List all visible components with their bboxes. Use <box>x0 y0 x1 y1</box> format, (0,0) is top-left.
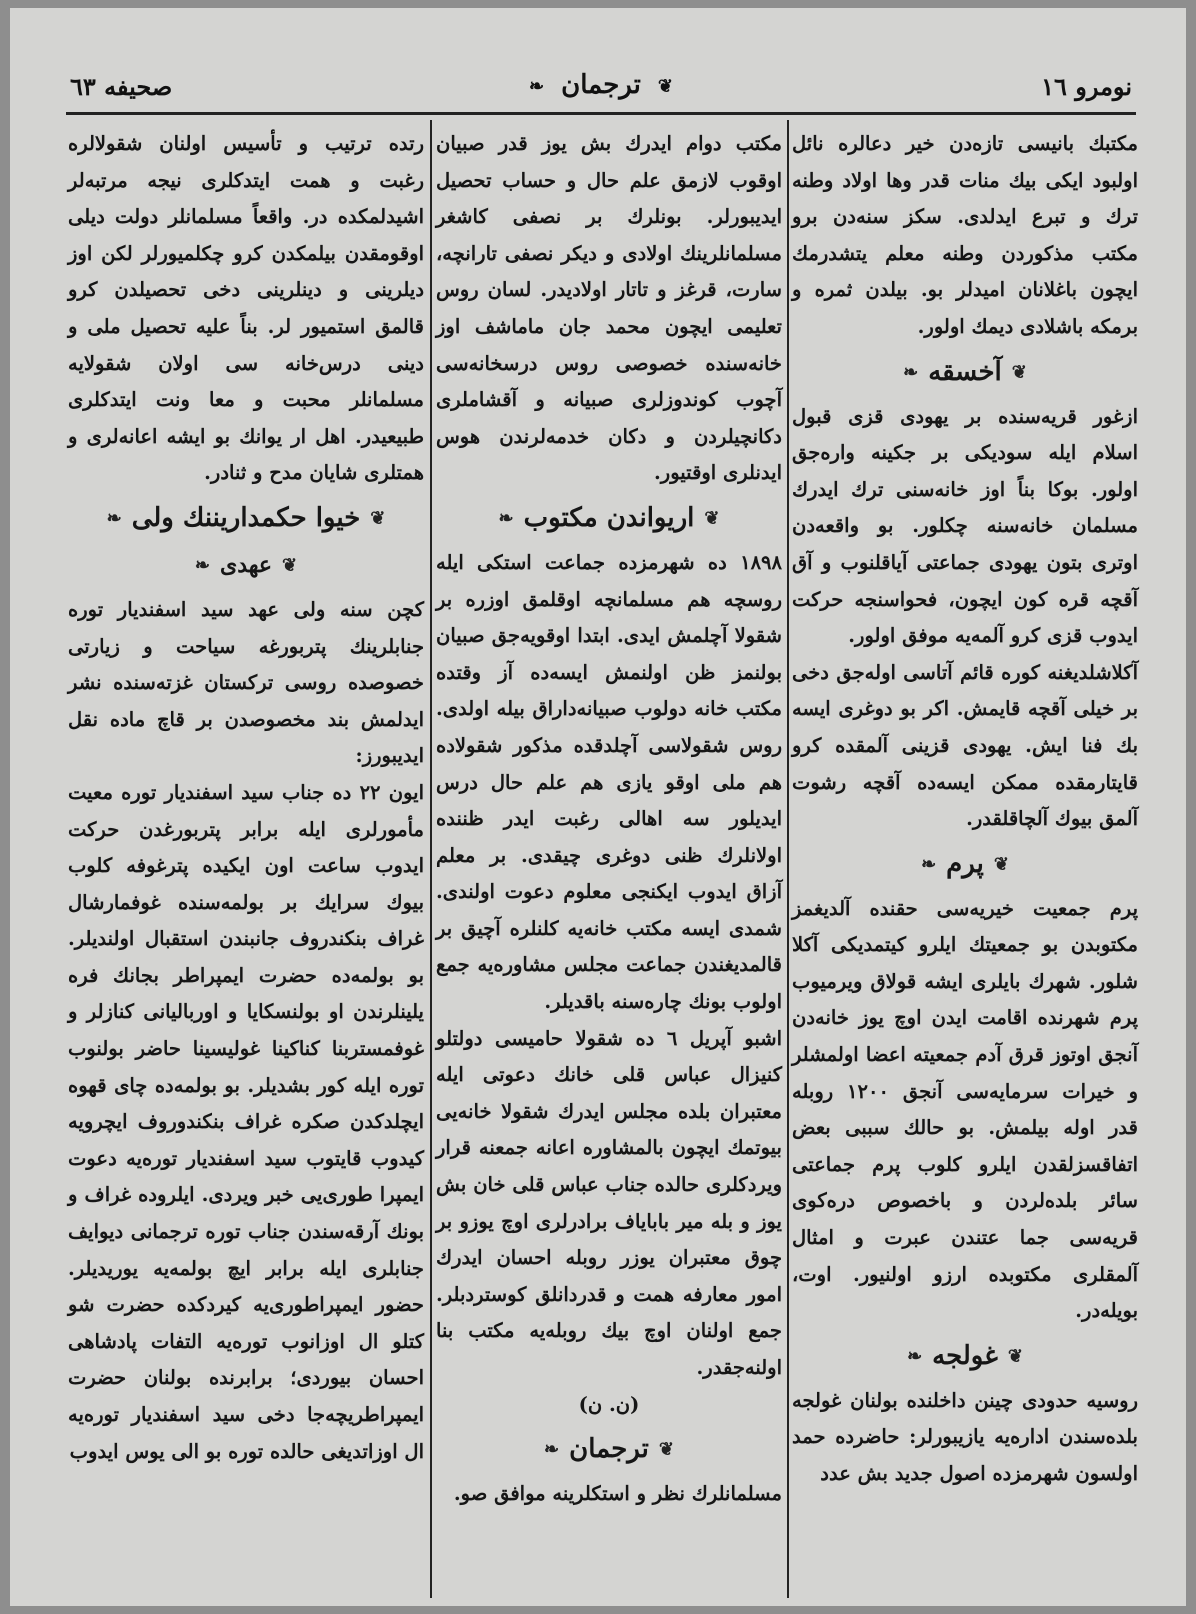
ornament-icon: ❧ <box>921 853 937 875</box>
paragraph: رتده ترتيب و تأسيس اولنان شقولالره رغبت و همت ايتدكلرى نيجه مرتبه‌لر اشيدلمكده در. واقعاً مسلمانلر دولت ديلى اوقومقدن بيلمكدن كرو چكلميورلر لكن اوز ديلرينى و دينلرينى دخى تحصيلدن كرو قالمق استميور لر. بناً عليه تحصيل ملى و دينى درس‌خانه سى اولان شقولايه مسلمانلر محبت و معا ونت ايتدكلرى طبيعيدر. اهل ار يوانك بو ايشه اعانه‌لرى و همتلرى شايان مدح و ثنادر. <box>68 132 424 485</box>
heading-text: اريواندن مكتوب <box>523 502 695 533</box>
ornament-icon: ❦ <box>282 554 298 576</box>
paragraph: كچن سنه ولى عهد سيد اسفنديار توره جنابلرينك پتربورغه سياحت و زيارتى خصوصده روسى تركستان غزته‌سنده نشر ايدلمش بند مخصوصدن بر قاچ ماده نقل ايديبورز: <box>68 597 424 768</box>
ornament-icon: ❧ <box>907 1345 923 1367</box>
ornament-icon: ❦ <box>704 507 720 529</box>
ornament-icon: ❦ <box>658 1439 674 1461</box>
masthead <box>521 70 681 100</box>
column-divider <box>430 120 432 1598</box>
section-heading <box>436 498 782 539</box>
paragraph: مسلمانلرك نظر و استكلرينه موافق صو. <box>453 1482 782 1506</box>
column-left <box>68 126 424 1596</box>
ornament-icon: ❦ <box>370 507 386 529</box>
paragraph: اشبو آپريل ٦ ده شقولا حاميسى دولتلو كنيزال عباس قلى خانك دعوتى ايله معتبران بلده مجلس ايدرك شقولا خانه‌يى بيوتمك ايچون بالمشاوره اعانه جمعنه قرار ويردكلرى حالده جناب عباس قلى خان بش يوز و بله مير باباياف برادرلرى اوچ يوزو بر چوق معتبران يوزر روبله احسان ايدرك امور معارفه همت و قدردانلق كوستردبلر. جمع اولنان اوچ بيك روبله‌يه مكتب بنا اولنه‌جقدر. <box>436 1026 782 1379</box>
section-heading <box>792 352 1138 393</box>
paragraph: روسيه حدودى چينن داخلنده بولنان غولجه بلده‌سندن اداره‌يه يازيبورلر: حاضرده حمد اولسون شهرمزده اصول جديد بش عدد <box>792 1388 1138 1485</box>
newspaper-page <box>10 8 1186 1606</box>
section-heading <box>68 498 424 539</box>
heading-text: پرم <box>946 848 984 879</box>
ornament-icon: ❦ <box>993 853 1009 875</box>
ornament-icon: ❧ <box>903 361 919 383</box>
ornament-icon: ❧ <box>194 554 210 576</box>
heading-text: خيوا حكمداريننك ولى <box>131 502 361 533</box>
ornament-icon: ❧ <box>544 1439 560 1461</box>
column-middle <box>436 126 782 1596</box>
page-header <box>66 70 1136 110</box>
heading-text: عهدى <box>219 551 273 578</box>
page-number: صحيفه ٦٣ <box>70 72 173 101</box>
paragraph: مكتبك بانيسى تازه‌دن خير دعالره نائل اولبود ايكى بيك منات قدر وها اولاد وطنه ترك و تبرع ايدلدى. سكز سنه‌دن برو مكتب مذكوردن وطنه معلم يتشدرمك ايچون باغلانان اميدلر بو. بيلدن ثمره و برمكه باشلادى ديمك اولور. <box>792 132 1138 338</box>
section-heading <box>436 1429 782 1470</box>
column-right <box>792 126 1138 1596</box>
ornament-icon: ❦ <box>1011 361 1027 383</box>
paragraph: ازغور قريه‌سنده بر يهودى قزى قبول اسلام ايله سوديكى بر جكينه واره‌جق اولور. بوكا بناً اوز خانه‌سنى ترك ايدرك مسلمان خانه‌سنه چكلور. بو واقعه‌دن اوترى بتون يهودى جماعتى آياقلنوب و آق آقچه قره كون ايچون، فحواسنجه حركت ايدوب قزى كرو آلمه‌يه موفق اولور. <box>792 404 1138 648</box>
paragraph: ١٨٩٨ ده شهرمزده جماعت استكى ايله روسچه هم مسلمانچه اوقلمق اوزره بر شقولا آچلمش ايدى. ابتدا اوقويه‌جق صبيان بولنمز ظن اولنمش ايسه‌ده آز وقتده مكتب خانه دولوب صبيانه‌داراق بيله اولدى. روس شقولاسى آچلدقده مذكور شقولاده هم ملى اوقو يازى هم علم حال درس ايديلور سه اهالى رغبت ايدر ظننده اولانلرك ظنى دوغرى چيقدى. بر معلم آزاق ايدوب ايكنجى معلوم دعوت اولندى. شمدى ايسه مكتب خانه‌يه كلنلره آچيق بر قالمديغندن جماعت مجلس مشاوره‌يه جمع اولوب بونك چاره‌سنه باقديلر. <box>436 550 782 1014</box>
signature: (ن. ن) <box>578 1392 640 1416</box>
paragraph: مكتب دوام ايدرك بش يوز قدر صبيان اوقوب لازمق علم حال و حساب تحصيل ايديبورلر. بونلرك بر نصفى كاشغر مسلمانلرينك اولادى و ديكر نصفى تارانچه، سارت، قرغز و تاتار اولاديدر. لسان روس تعليمى ايچون محمد جان ماماشف اوز خانه‌سنده خصوصى روس درسخانه‌سى آچوب كوندوزلرى صبيانه و آقشاملرى دكانچيلردن و دكان خدمه‌لرندن هوس ايدنلرى اوقتيور. <box>436 132 782 485</box>
paragraph: ايون ٢٢ ده جناب سيد اسفنديار توره معيت مأمورلرى ايله برابر پتربورغدن حركت ايدوب ساعت اون ايكيده پترغوفه كلوب بيوك سرايك بر بولمه‌سنده غوفمارشال غراف بنكندروف جانبندن استقبال اولنديلر. بو بولمه‌ده حضرت ايمپراطر بجانك فره يلينلرندن او بولنسكايا و اورباليانى كنازلر و غوفمستربنا كناكينا غوليسينا حاضر بولنوب توره ايله كور بشديلر. بو بولمه‌ده چاى قهوه ايچلدكدن صكره غراف بنكندوروف ايچرويه كيدوب قايتوب سيد اسفنديار توره‌يه دعوت ايمپرا طورى‌يى خبر ويردى. ايلروده غراف و بونك آرقه‌سندن جناب توره ترجمانى ديوايف جنابلرى ايله برابر ايچ بولمه‌يه يوريديلر. حضور ايمپراطورى‌يه كيردكده حضرت شو كتلو ال اوزانوب توره‌يه التفات پادشاهى احسان بيوردى؛ برابرنده بولنان حضرت ايمپراطريچه‌جا دخى سيد اسفنديار توره‌يه ال اوزاتديغى حالده توره بو الى يوس ايدوب <box>68 780 425 1463</box>
header-rule <box>66 112 1136 115</box>
heading-text: ترجمان <box>569 1434 649 1465</box>
heading-text: آخسقه <box>928 356 1002 387</box>
ornament-icon: ❧ <box>106 507 122 529</box>
ornament-icon: ❧ <box>528 75 545 97</box>
heading-text: غولجه <box>932 1340 998 1371</box>
section-heading <box>68 545 424 586</box>
newspaper-title: ترجمان <box>561 70 641 100</box>
section-heading <box>792 844 1138 885</box>
issue-number: نومرو ١٦ <box>1041 72 1132 101</box>
section-heading <box>792 1336 1138 1377</box>
column-divider <box>787 120 789 1598</box>
ornament-icon: ❦ <box>657 75 674 97</box>
ornament-icon: ❦ <box>1007 1345 1023 1367</box>
ornament-icon: ❧ <box>498 507 514 529</box>
paragraph: آكلاشلديغنه كوره قائم آتاسى اوله‌جق دخى بر خيلى آقچه قايمش. اكر بو دوغرى ايسه بك فنا ايش. يهودى قزينى آلمقده كرو قايتارمقده ممكن ايسه‌ده آقچه رشوت آلمق بيوك آلچاقلقدر. <box>792 660 1138 831</box>
paragraph: پرم جمعيت خيريه‌سى حقنده آلديغمز مكتوبدن بو جمعيتك ايلرو كيتمديكى آكلا شلور. شهرك بايلرى ايشه قولاق ويرميوب پرم شهرنده اقامت ايدن اوچ يوز خانه‌دن آنجق اوتوز قرق آدم جمعيته اعضا اولمشلر و خيرات سرمايه‌سى آنجق ١٢٠٠ روبله قدر اوله بيلمش. بو حالك سببى بعض اتفاقسزلقدن ايلرو كلوب پرم جماعتى سائر بلده‌لردن و باخصوص دره‌كوى قريه‌سى جما عتندن عبرت و امثال آلمقلرى مكتوبده ارزو اولنيور. اوت، بويله‌در. <box>792 896 1138 1323</box>
